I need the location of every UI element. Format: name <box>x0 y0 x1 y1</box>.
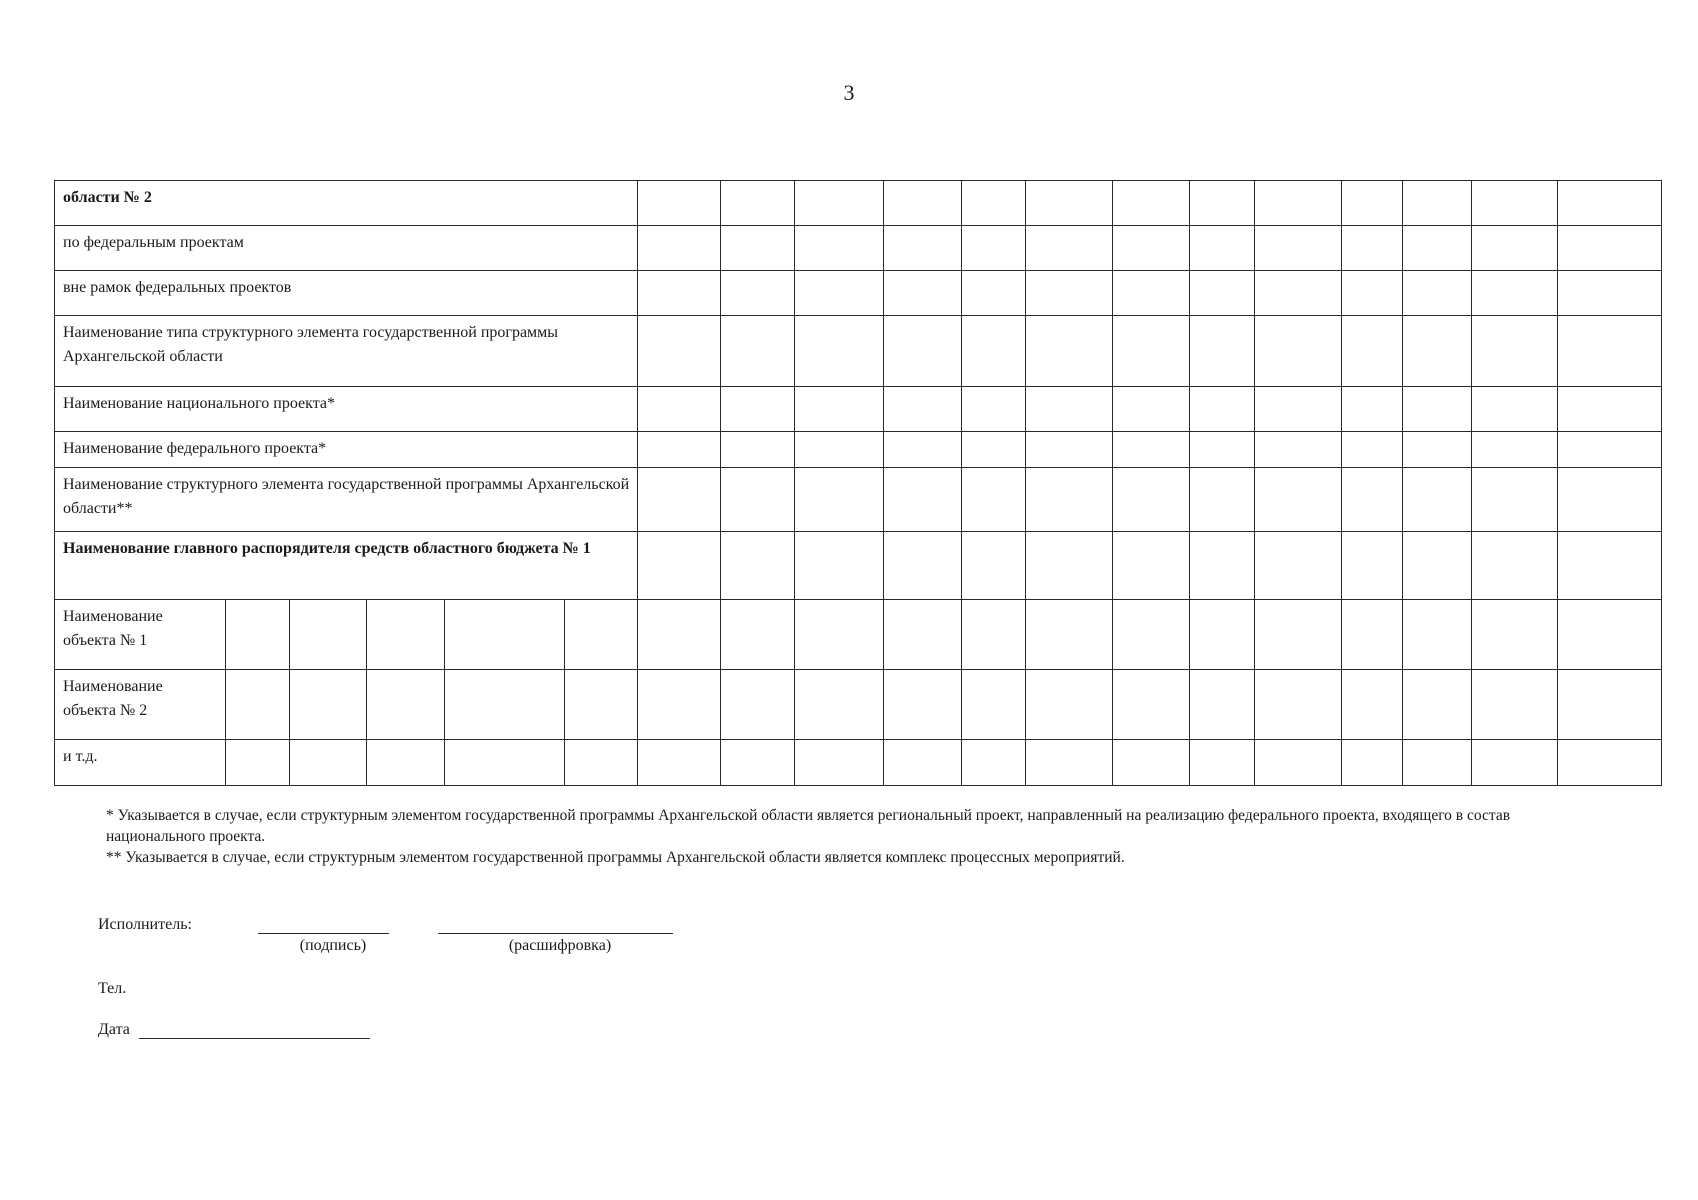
table-row <box>55 387 1662 432</box>
empty-cell[interactable] <box>962 181 1025 226</box>
empty-cell[interactable] <box>1254 740 1341 786</box>
empty-cell[interactable] <box>884 271 962 316</box>
empty-cell[interactable] <box>721 740 795 786</box>
empty-cell[interactable] <box>721 387 795 432</box>
empty-cell[interactable] <box>1341 226 1402 271</box>
empty-cell[interactable] <box>290 600 367 670</box>
empty-cell[interactable] <box>1471 226 1557 271</box>
empty-cell[interactable] <box>290 740 367 786</box>
empty-cell[interactable] <box>1557 226 1661 271</box>
row-label: по федеральным проектам <box>55 226 638 271</box>
decoding-line <box>438 933 673 934</box>
empty-cell[interactable] <box>1025 600 1112 670</box>
empty-cell[interactable] <box>638 670 721 740</box>
empty-cell[interactable] <box>1189 740 1254 786</box>
empty-cell[interactable] <box>226 600 290 670</box>
empty-cell[interactable] <box>367 670 445 740</box>
empty-cell[interactable] <box>445 740 565 786</box>
page-number: 3 <box>843 80 855 105</box>
empty-cell[interactable] <box>721 532 795 600</box>
object-row <box>55 740 1662 786</box>
empty-cell[interactable] <box>1341 532 1402 600</box>
empty-cell[interactable] <box>1471 181 1557 226</box>
empty-cell[interactable] <box>1471 387 1557 432</box>
table-row <box>55 271 1662 316</box>
empty-cell[interactable] <box>1112 271 1189 316</box>
empty-cell[interactable] <box>1025 432 1112 468</box>
empty-cell[interactable] <box>721 316 795 387</box>
empty-cell[interactable] <box>1025 316 1112 387</box>
empty-cell[interactable] <box>1254 181 1341 226</box>
executor-label: Исполнитель: <box>98 916 192 933</box>
empty-cell[interactable] <box>226 670 290 740</box>
empty-cell[interactable] <box>638 226 721 271</box>
empty-cell[interactable] <box>638 271 721 316</box>
empty-cell[interactable] <box>290 670 367 740</box>
empty-cell[interactable] <box>1025 226 1112 271</box>
empty-cell[interactable] <box>1025 532 1112 600</box>
empty-cell[interactable] <box>445 670 565 740</box>
empty-cell[interactable] <box>962 468 1025 532</box>
empty-cell[interactable] <box>565 740 638 786</box>
empty-cell[interactable] <box>884 670 962 740</box>
empty-cell[interactable] <box>1471 740 1557 786</box>
table-row <box>55 316 1662 387</box>
empty-cell[interactable] <box>721 468 795 532</box>
empty-cell[interactable] <box>884 600 962 670</box>
table-row <box>55 432 1662 468</box>
empty-cell[interactable] <box>1189 670 1254 740</box>
empty-cell[interactable] <box>367 600 445 670</box>
row-label: Наименование главного распорядителя средств областного бюджета № 1 <box>55 532 638 600</box>
empty-cell[interactable] <box>1557 432 1661 468</box>
empty-cell[interactable] <box>638 600 721 670</box>
empty-cell[interactable] <box>1402 532 1471 600</box>
empty-cell[interactable] <box>1402 468 1471 532</box>
empty-cell[interactable] <box>1025 181 1112 226</box>
row-label: Наименование национального проекта* <box>55 387 638 432</box>
empty-cell[interactable] <box>1112 316 1189 387</box>
empty-cell[interactable] <box>1189 271 1254 316</box>
empty-cell[interactable] <box>962 600 1025 670</box>
empty-cell[interactable] <box>1557 532 1661 600</box>
empty-cell[interactable] <box>1112 532 1189 600</box>
empty-cell[interactable] <box>721 600 795 670</box>
empty-cell[interactable] <box>1471 670 1557 740</box>
empty-cell[interactable] <box>795 468 884 532</box>
empty-cell[interactable] <box>721 670 795 740</box>
empty-cell[interactable] <box>638 468 721 532</box>
table-row <box>55 226 1662 271</box>
empty-cell[interactable] <box>1112 670 1189 740</box>
empty-cell[interactable] <box>884 316 962 387</box>
empty-cell[interactable] <box>1471 600 1557 670</box>
empty-cell[interactable] <box>1402 670 1471 740</box>
data-table <box>54 180 1662 786</box>
empty-cell[interactable] <box>1189 316 1254 387</box>
row-label: Наименование типа структурного элемента государственной программы Архангельской области <box>55 316 638 387</box>
empty-cell[interactable] <box>1341 468 1402 532</box>
empty-cell[interactable] <box>1254 387 1341 432</box>
empty-cell[interactable] <box>638 532 721 600</box>
empty-cell[interactable] <box>795 316 884 387</box>
date-label: Дата <box>98 1021 130 1038</box>
empty-cell[interactable] <box>795 387 884 432</box>
empty-cell[interactable] <box>1402 600 1471 670</box>
empty-cell[interactable] <box>1189 468 1254 532</box>
empty-cell[interactable] <box>1471 468 1557 532</box>
phone-label: Тел. <box>98 980 127 997</box>
empty-cell[interactable] <box>721 226 795 271</box>
empty-cell[interactable] <box>565 600 638 670</box>
table-row <box>55 468 1662 532</box>
empty-cell[interactable] <box>795 740 884 786</box>
empty-cell[interactable] <box>1471 271 1557 316</box>
empty-cell[interactable] <box>1025 740 1112 786</box>
empty-cell[interactable] <box>1341 316 1402 387</box>
empty-cell[interactable] <box>1471 532 1557 600</box>
empty-cell[interactable] <box>795 226 884 271</box>
empty-cell[interactable] <box>1341 432 1402 468</box>
empty-cell[interactable] <box>1254 271 1341 316</box>
signature-caption: (подпись) <box>299 937 367 954</box>
table-row <box>55 181 1662 226</box>
row-label: области № 2 <box>55 181 638 226</box>
empty-cell[interactable] <box>1112 432 1189 468</box>
empty-cell[interactable] <box>1189 181 1254 226</box>
empty-cell[interactable] <box>1402 271 1471 316</box>
empty-cell[interactable] <box>1402 316 1471 387</box>
empty-cell[interactable] <box>1402 226 1471 271</box>
empty-cell[interactable] <box>1025 670 1112 740</box>
empty-cell[interactable] <box>1341 600 1402 670</box>
empty-cell[interactable] <box>884 468 962 532</box>
empty-cell[interactable] <box>884 432 962 468</box>
empty-cell[interactable] <box>1254 532 1341 600</box>
empty-cell[interactable] <box>795 600 884 670</box>
empty-cell[interactable] <box>1471 432 1557 468</box>
empty-cell[interactable] <box>795 532 884 600</box>
empty-cell[interactable] <box>1189 532 1254 600</box>
empty-cell[interactable] <box>638 316 721 387</box>
table-row <box>55 532 1662 600</box>
row-label: вне рамок федеральных проектов <box>55 271 638 316</box>
empty-cell[interactable] <box>1112 600 1189 670</box>
object-label: Наименование объекта № 2 <box>55 670 226 740</box>
empty-cell[interactable] <box>1254 468 1341 532</box>
empty-cell[interactable] <box>1112 226 1189 271</box>
empty-cell[interactable] <box>962 532 1025 600</box>
empty-cell[interactable] <box>1557 670 1661 740</box>
empty-cell[interactable] <box>1341 181 1402 226</box>
empty-cell[interactable] <box>962 271 1025 316</box>
empty-cell[interactable] <box>1402 387 1471 432</box>
empty-cell[interactable] <box>962 387 1025 432</box>
signature-line <box>258 933 389 934</box>
empty-cell[interactable] <box>1189 600 1254 670</box>
empty-cell[interactable] <box>1557 181 1661 226</box>
empty-cell[interactable] <box>1557 316 1661 387</box>
empty-cell[interactable] <box>1254 316 1341 387</box>
empty-cell[interactable] <box>226 740 290 786</box>
empty-cell[interactable] <box>884 740 962 786</box>
empty-cell[interactable] <box>1254 432 1341 468</box>
empty-cell[interactable] <box>721 181 795 226</box>
row-label: Наименование федерального проекта* <box>55 432 638 468</box>
object-label: и т.д. <box>55 740 226 786</box>
empty-cell[interactable] <box>1112 387 1189 432</box>
empty-cell[interactable] <box>1402 740 1471 786</box>
empty-cell[interactable] <box>1112 468 1189 532</box>
empty-cell[interactable] <box>795 670 884 740</box>
empty-cell[interactable] <box>1557 271 1661 316</box>
empty-cell[interactable] <box>962 316 1025 387</box>
empty-cell[interactable] <box>565 670 638 740</box>
empty-cell[interactable] <box>445 600 565 670</box>
empty-cell[interactable] <box>1189 226 1254 271</box>
empty-cell[interactable] <box>638 740 721 786</box>
empty-cell[interactable] <box>962 740 1025 786</box>
empty-cell[interactable] <box>884 226 962 271</box>
decoding-caption: (расшифровка) <box>508 937 612 954</box>
empty-cell[interactable] <box>638 432 721 468</box>
empty-cell[interactable] <box>1341 271 1402 316</box>
empty-cell[interactable] <box>795 271 884 316</box>
empty-cell[interactable] <box>721 271 795 316</box>
empty-cell[interactable] <box>638 181 721 226</box>
empty-cell[interactable] <box>1341 387 1402 432</box>
empty-cell[interactable] <box>1341 740 1402 786</box>
empty-cell[interactable] <box>1189 387 1254 432</box>
empty-cell[interactable] <box>1402 181 1471 226</box>
empty-cell[interactable] <box>367 740 445 786</box>
object-label: Наименование объекта № 1 <box>55 600 226 670</box>
empty-cell[interactable] <box>1112 740 1189 786</box>
object-row <box>55 600 1662 670</box>
empty-cell[interactable] <box>1402 432 1471 468</box>
empty-cell[interactable] <box>1557 740 1661 786</box>
empty-cell[interactable] <box>1557 600 1661 670</box>
empty-cell[interactable] <box>1189 432 1254 468</box>
object-row <box>55 670 1662 740</box>
empty-cell[interactable] <box>1025 271 1112 316</box>
empty-cell[interactable] <box>884 532 962 600</box>
empty-cell[interactable] <box>638 387 721 432</box>
empty-cell[interactable] <box>962 226 1025 271</box>
empty-cell[interactable] <box>1557 387 1661 432</box>
footnote-national-project: * Указывается в случае, если структурным элементом государственной программы Архангельской области является региональный проект, направленный на реализацию федерального проекта, входящего в состав национального проекта. <box>106 807 1511 845</box>
empty-cell[interactable] <box>1254 226 1341 271</box>
date-line <box>139 1038 370 1039</box>
empty-cell[interactable] <box>795 181 884 226</box>
empty-cell[interactable] <box>962 432 1025 468</box>
table-body <box>55 181 1662 786</box>
empty-cell[interactable] <box>884 387 962 432</box>
empty-cell[interactable] <box>1112 181 1189 226</box>
empty-cell[interactable] <box>721 432 795 468</box>
empty-cell[interactable] <box>884 181 962 226</box>
empty-cell[interactable] <box>795 432 884 468</box>
empty-cell[interactable] <box>1557 468 1661 532</box>
footnote-process-measures: ** Указывается в случае, если структурным элементом государственной программы Архангельской области является комплекс процессных мероприятий. <box>106 849 1125 866</box>
footnotes <box>106 805 1586 868</box>
empty-cell[interactable] <box>962 670 1025 740</box>
empty-cell[interactable] <box>1341 670 1402 740</box>
empty-cell[interactable] <box>1025 387 1112 432</box>
empty-cell[interactable] <box>1025 468 1112 532</box>
empty-cell[interactable] <box>1471 316 1557 387</box>
empty-cell[interactable] <box>1254 600 1341 670</box>
row-label: Наименование структурного элемента государственной программы Архангельской области** <box>55 468 638 532</box>
empty-cell[interactable] <box>1254 670 1341 740</box>
